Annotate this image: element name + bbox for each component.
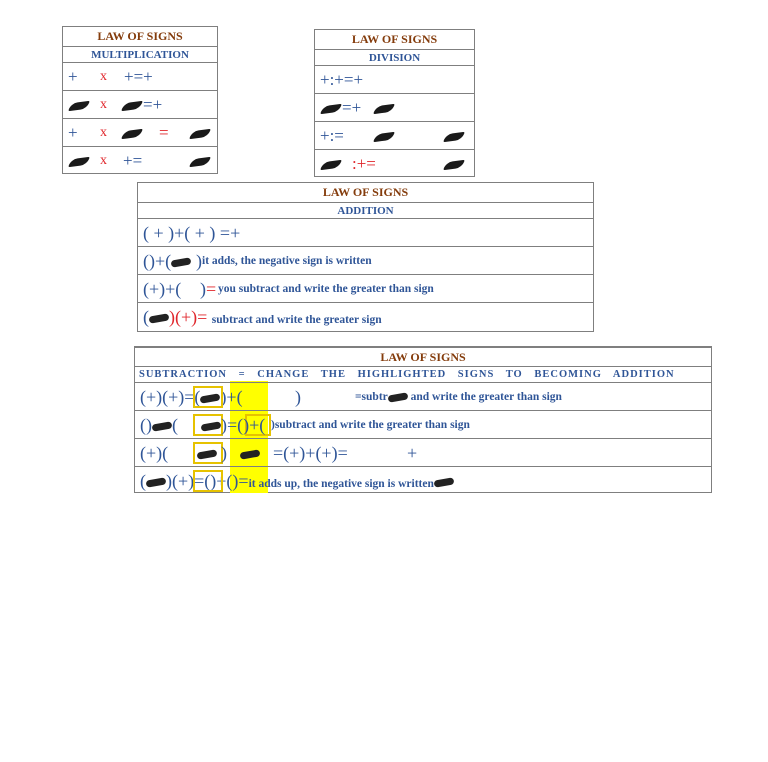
table-row xyxy=(138,218,593,246)
table-subtitle: DIVISION xyxy=(315,49,474,65)
table-title: LAW OF SIGNS xyxy=(97,29,183,43)
minus-sign-icon xyxy=(68,157,90,167)
rule-text: it adds, the negative sign is written xyxy=(202,255,372,267)
times-sign: x xyxy=(100,69,107,84)
rule-text: =subtr and write the greater than sign xyxy=(355,391,562,403)
rule-text: subtract and write the greater sign xyxy=(211,314,382,326)
minus-sign-icon xyxy=(121,101,143,111)
minus-sign-icon xyxy=(189,119,211,147)
expression: ) xyxy=(196,251,202,271)
rule-text: it adds up, the negative sign is written xyxy=(248,478,434,490)
table-row xyxy=(138,246,593,274)
minus-sign-icon xyxy=(320,160,342,170)
table-title: LAW OF SIGNS xyxy=(135,347,711,366)
expression: ) xyxy=(200,279,206,299)
equals-sign: = xyxy=(159,123,169,142)
highlight-box xyxy=(193,470,223,492)
table-row xyxy=(135,382,711,410)
minus-sign-icon xyxy=(240,439,260,467)
table-row xyxy=(315,149,474,177)
rule-text: you subtract and write the greater than sign xyxy=(218,283,434,295)
table-title: LAW OF SIGNS xyxy=(351,32,438,46)
result-text: += xyxy=(123,151,143,170)
expression: ()+( xyxy=(143,251,172,271)
minus-sign-icon xyxy=(171,258,192,268)
expression: ) xyxy=(295,387,301,407)
result-text: :+= xyxy=(352,154,376,173)
minus-sign-icon xyxy=(189,147,211,175)
expression: (+)( xyxy=(140,443,169,463)
table-subtitle: ADDITION xyxy=(138,202,593,218)
table-row xyxy=(138,302,593,330)
minus-sign-icon xyxy=(443,122,465,150)
minus-sign-icon xyxy=(197,439,217,467)
highlight-box xyxy=(193,386,223,408)
expression: () xyxy=(140,415,152,435)
expression: (+)(+)=( xyxy=(140,387,201,407)
minus-sign-icon xyxy=(433,478,454,488)
times-sign: x xyxy=(100,125,107,140)
table-row xyxy=(315,93,474,121)
table-row xyxy=(135,466,711,494)
minus-sign-icon xyxy=(373,122,395,150)
multiplication-table xyxy=(62,26,218,174)
minus-sign-icon xyxy=(68,101,90,111)
plus-sign: + xyxy=(68,67,78,86)
table-row xyxy=(63,118,217,146)
expression: )=()+( xyxy=(201,411,265,439)
rule-text: )subtract and write the greater than sign xyxy=(271,419,470,431)
plus-sign: + xyxy=(68,123,78,142)
table-row xyxy=(63,62,217,90)
equals-sign: = xyxy=(206,279,217,299)
table-subtitle: MULTIPLICATION xyxy=(63,46,217,62)
table-row xyxy=(135,410,711,438)
expression: )(+)=()+()= xyxy=(166,471,249,491)
division-table xyxy=(314,29,475,177)
times-sign: x xyxy=(100,153,107,168)
result-text: +:= xyxy=(320,126,344,145)
expression: ( xyxy=(140,471,146,491)
expression: =(+)+(+)= xyxy=(273,443,348,463)
result-text: =+ xyxy=(342,98,362,117)
expression: ( xyxy=(143,307,149,327)
result-text: =+ xyxy=(121,91,162,119)
expression: )(+)= xyxy=(169,307,208,327)
minus-sign-icon xyxy=(121,119,143,147)
subtraction-table xyxy=(134,346,712,493)
table-title: LAW OF SIGNS xyxy=(322,185,409,199)
minus-sign-icon xyxy=(320,104,342,114)
expression: (+)+( xyxy=(143,279,182,299)
table-row xyxy=(138,274,593,302)
addition-table xyxy=(137,182,594,332)
table-row xyxy=(315,65,474,93)
minus-sign-icon xyxy=(373,94,395,122)
expression: ) xyxy=(221,443,227,463)
times-sign: x xyxy=(100,97,107,112)
result-text: +=+ xyxy=(124,67,153,86)
minus-sign-icon xyxy=(149,314,170,324)
expression: ( xyxy=(172,415,178,435)
expression: )+( xyxy=(220,387,243,407)
result-text: +:+=+ xyxy=(320,70,364,89)
table-subtitle: SUBTRACTION = CHANGE THE HIGHLIGHTED SIGNS TO BECOMING ADDITION xyxy=(135,366,711,382)
table-row xyxy=(315,121,474,149)
minus-sign-icon xyxy=(146,478,167,488)
expression: ( + )+( + ) =+ xyxy=(143,223,241,243)
table-row xyxy=(63,146,217,174)
minus-sign-icon xyxy=(152,422,173,432)
expression: + xyxy=(407,443,418,463)
table-row xyxy=(63,90,217,118)
minus-sign-icon xyxy=(443,150,465,178)
table-row xyxy=(135,438,711,466)
